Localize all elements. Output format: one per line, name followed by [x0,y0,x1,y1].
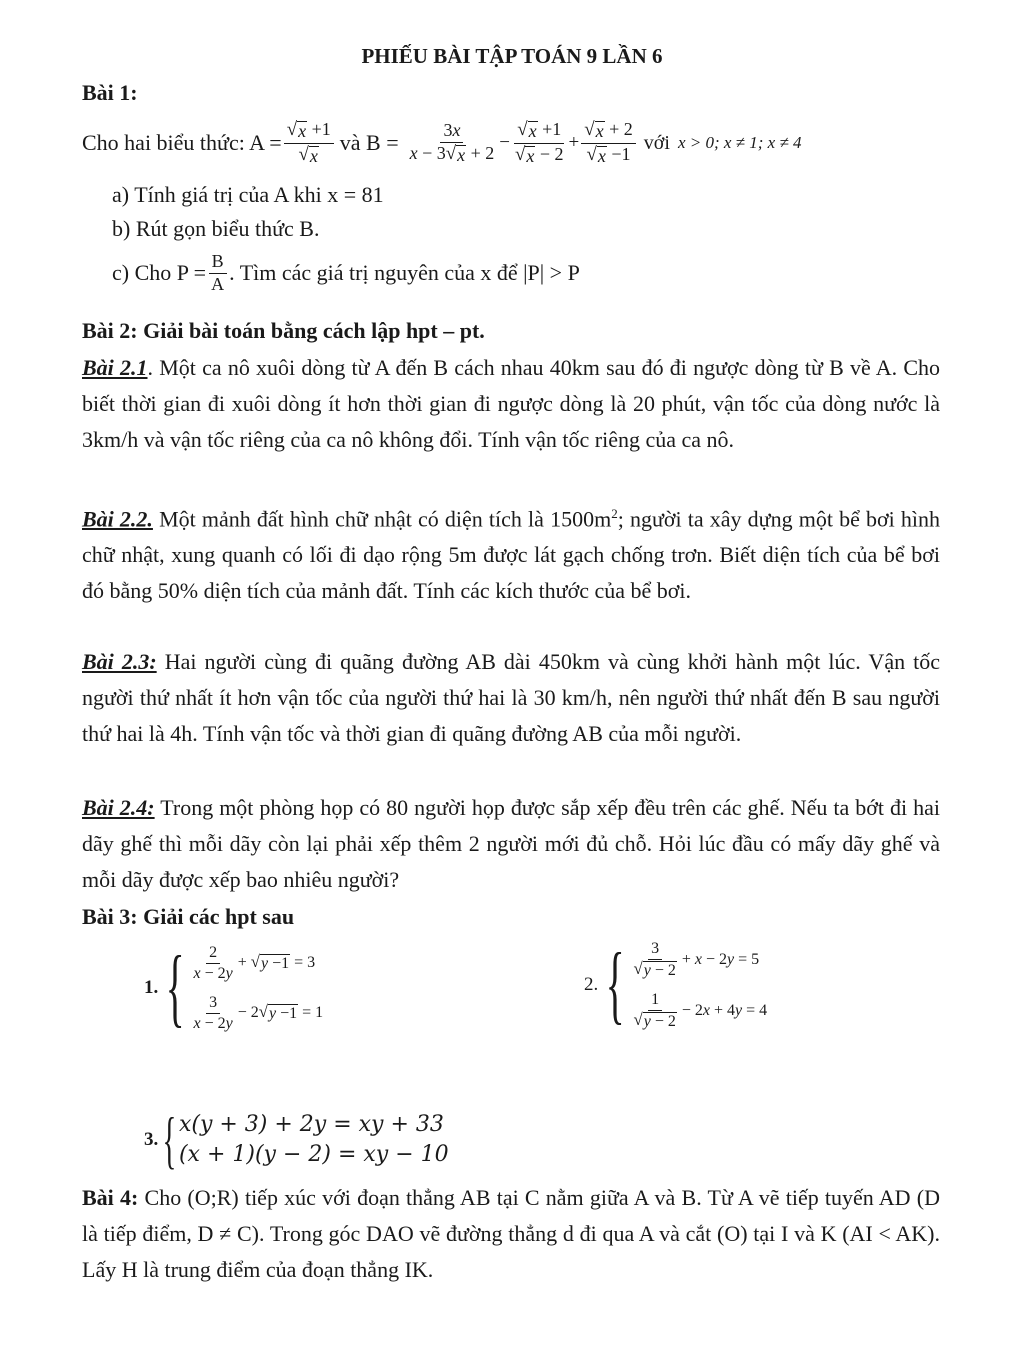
bai2-2-sup: 2 [611,506,618,521]
system-3-line1: x(y + 3) + 2y = xy + 33 [178,1112,444,1137]
bai1-c-post: . Tìm các giá trị nguyên của x để |P| > P [229,260,580,285]
bai2-3-text: Hai người cùng đi quãng đường AB dài 450km và cùng khởi hành một lúc. Vận tốc người thứ nhất ít hơn vận tốc của người thứ hai là 30 km/h, nên người thứ nhất đến B sau người thứ hai là 4h. Tính vận tốc và thời gian đi quãng đường AB của mỗi người. [82,649,940,746]
bai3-heading: Bài 3: Giải các hpt sau [82,904,295,929]
system-1-brace: { [165,939,185,1037]
bai2-4-text: Trong một phòng họp có 80 người họp được sắp xếp đều trên các ghế. Nếu ta bớt đi hai dãy ghế thì mỗi dãy còn lại phải xếp thêm 2 người mới đủ chỗ. Hỏi lúc đầu có mấy dãy ghế và mỗi dãy được xếp bao nhiêu người? [82,795,940,892]
system-3-number: 3. [144,1129,159,1150]
expr-b-term2: √ x +1 √ x − 2 [515,118,564,166]
bai2-2-text-a: Một mảnh đất hình chữ nhật có diện tích là 1500m [152,506,612,532]
bai2-4-label: Bài 2.4: [82,795,155,820]
bai2-2-label: Bài 2.2. [82,506,153,532]
system-2-brace: { [605,936,625,1034]
bai1-heading: Bài 1: [82,80,138,105]
bai2-4-paragraph [82,790,940,898]
bai4-paragraph [82,1180,940,1288]
bai2-3-paragraph [82,644,940,752]
bai2-2-text-b: ; người ta xây dựng một bể bơi hình chữ nhật, xung quanh có lối đi dạo rộng 5m được lát gạch chống trơn. Biết diện tích của bể bơi đó bằng 50% diện tích của mảnh đất. Tính các kích thước của bể bơi. [82,506,940,604]
bai1-expressions: Cho hai biểu thức: A = √ x +1 √ x và B = 3x x − 3 √ x + 2 − √ x +1 √ x − 2 + √ x + 2 √ x −1 với x > 0; x ≠ 1; x ≠ 4 [82,118,802,166]
bai1-va-b: và B = [339,130,399,155]
p-fraction: $\frac{B}{A}$ [208,252,227,295]
bai2-1-label: Bài 2.1 [82,355,148,380]
bai2-3-label: Bài 2.3: [82,649,157,674]
bai2-heading: Bài 2: Giải bài toán bằng cách lập hpt – pt. [82,318,485,343]
system-3 [144,1104,449,1175]
system-3-line2: (x + 1)(y − 2) = xy − 10 [178,1142,449,1167]
expr-b-term1: 3x x − 3 √ x + 2 [409,119,495,165]
system-2: 2. { 3 √ y − 2 + x − 2y = 5 1 √ y − 2 − 2x + 4y = 4 [584,936,768,1034]
system-1-number: 1. [144,977,159,999]
bai1-condition: x > 0; x ≠ 1; x ≠ 4 [677,133,802,152]
bai4-heading: Bài 4: [82,1185,139,1210]
bai2-2-paragraph [82,496,940,609]
bai1-intro: Cho hai biểu thức: A = [82,130,282,155]
bai1-part-b: b) Rút gọn biểu thức B. [112,216,320,241]
expr-a-fraction: √ x +1 √ x [284,120,334,167]
page-title: PHIẾU BÀI TẬP TOÁN 9 LẦN 6 [361,44,663,68]
bai1-c-pre: c) Cho P = [112,260,207,285]
bai1-part-a: a) Tính giá trị của A khi x = 81 [112,182,384,207]
system-3-brace: { [162,1104,177,1175]
bai2-1-paragraph [82,350,940,458]
system-2-number: 2. [584,974,599,996]
expr-b-term3: √ x + 2 √ x −1 [581,120,636,167]
bai2-1-text: . Một ca nô xuôi dòng từ A đến B cách nhau 40km sau đó đi ngược dòng từ B về A. Cho biết thời gian đi xuôi dòng ít hơn thời gian đi ngược dòng là 20 phút, vận tốc của dòng nước là 3km/h và vận tốc riêng của ca nô không đổi. Tính vận tốc riêng của ca nô. [82,355,940,452]
system-1: 1. { $\frac{2}{x - 2y}$ + √ y −1 = 3 $\frac{3}{x - 2y}$ − 2 √ y −1 = 1 [144,939,324,1037]
bai1-dk-label: với [643,131,670,154]
bai4-text: Cho (O;R) tiếp xúc với đoạn thẳng AB tại C nằm giữa A và B. Từ A vẽ tiếp tuyến AD (D là tiếp điểm, D ≠ C). Trong góc DAO vẽ đường thẳng d đi qua A và cắt (O) tại I và K (AI < AK). Lấy H là trung điểm của đoạn thẳng IK. [82,1185,940,1282]
bai1-part-c [112,246,580,300]
